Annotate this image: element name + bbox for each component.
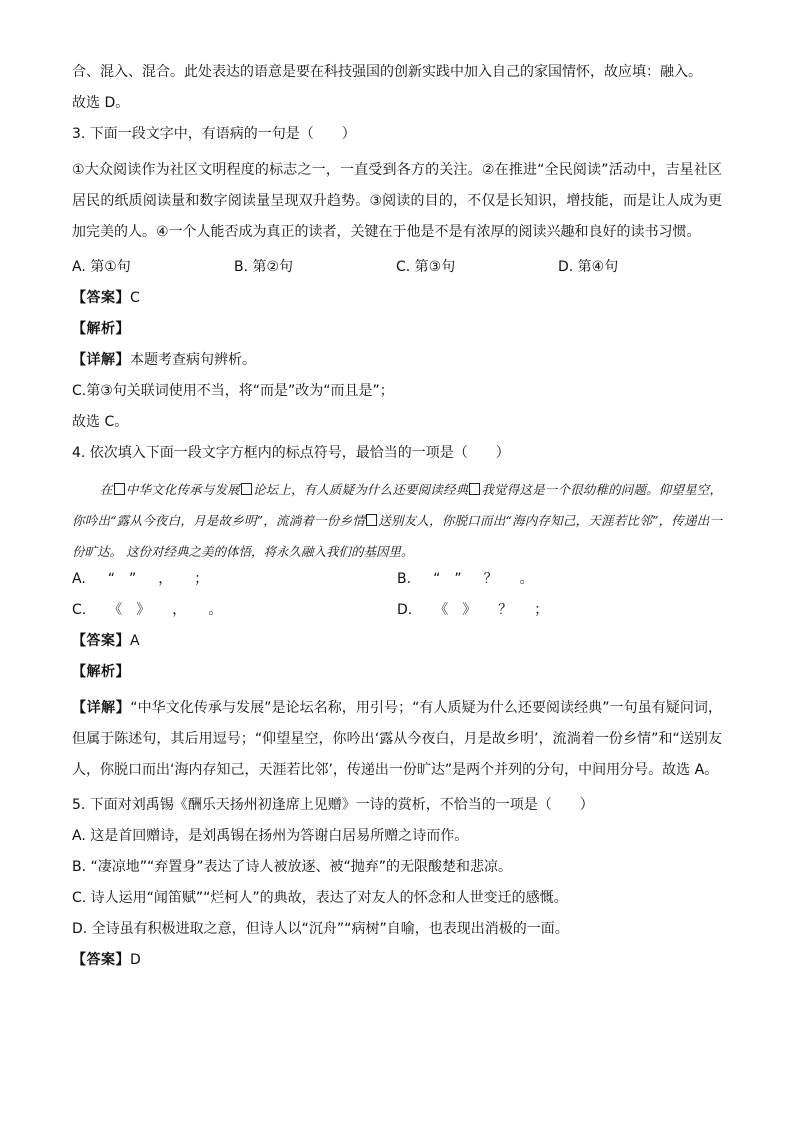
question-3-options [72,257,722,277]
analysis-line [72,319,722,339]
option-a: A. 这是首回赠诗，是刘禹锡在扬州为答谢白居易所赠之诗而作。 [72,828,469,844]
question-5-stem: 5. 下面对刘禹锡《酬乐天扬州初逢席上见赠》一诗的赏析，不恰当的一项是（ ） [72,797,594,813]
detail-tag: 【详解】 [72,700,131,716]
blank-box-1 [114,483,125,495]
answer-tag: 【答案】 [72,952,130,968]
answer-line [72,950,722,970]
conclude-line: 故选 C。 [72,414,129,430]
answer-tag: 【答案】 [72,290,130,306]
option-d: D. 全诗虽有积极进取之意，但诗人以“沉舟”“病树”自喻，也表现出消极的一面。 [72,921,569,937]
question-3-stem: 3. 下面一段文字中，有语病的一句是（ ） [72,126,356,142]
answer-value: A [130,633,140,649]
option-c: C. 第③句 [396,259,456,275]
document-page [72,62,722,981]
text-line: 合、混入、混合。此处表达的语意是要在科技强国的创新实践中加入自己的家国情怀，故应填：融入。 [72,64,702,80]
blank-box-2 [241,483,252,495]
option-b: B. “ ” ？ 。 [397,571,534,587]
analysis-tag: 【解析】 [72,664,130,680]
question-3-text: ①大众阅读作为社区文明程度的标志之一，一直受到各方的关注。②在推进“全民阅读”活动中，吉星社区居民的纸质阅读量和数字阅读量呈现双升趋势。③阅读的目的，不仅是长知识，增技能，而是让人成为更加完美的人。④一个人能否成为真正的读者，关键在于他是不是有浓厚的阅读兴趣和良好的读书习惯。 [72,162,722,240]
question-4-passage: 在 中华文化传承与发展 论坛上，有人质疑为什么还要阅读经典 我觉得这是一个很幼稚的问题。仰望星空，你吟出“露从今夜白，月是故乡明”，流淌着一份乡情 送别友人，你脱口而出“海内存知己，天涯若比邻”，传递出一份旷达。 这份对经典之美的体悟，将永久融入我们的基因里。 [72,482,722,559]
question-4-stem: 4. 依次填入下面一段文字方框内的标点符号，最恰当的一项是（ ） [72,445,510,461]
detail-text: 本题考查病句辨析。 [130,352,256,368]
blank-box-3 [469,483,480,495]
question-4-options-row-2 [72,600,722,620]
detail-line [72,350,722,370]
question-4-options-row-1 [72,569,722,589]
answer-value: D [130,952,141,968]
analysis-tag: 【解析】 [72,321,130,337]
option-b: B. “凄凉地”“弃置身”表达了诗人被放逐、被“抛弃”的无限酸楚和悲凉。 [72,859,513,875]
analysis-line [72,662,722,682]
option-c: C. 《 》 ， 。 [72,602,223,618]
option-a: A. 第①句 [72,259,131,275]
detail-paragraph [72,693,722,786]
answer-tag: 【答案】 [72,633,130,649]
option-d: D. 第④句 [558,259,619,275]
answer-line [72,631,722,651]
detail-text: “中华文化传承与发展”是论坛名称，用引号；“有人质疑为什么还要阅读经典”一句虽有疑问词，但属于陈述句，其后用逗号；“仰望星空，你吟出‘露从今夜白，月是故乡明’，流淌着一份乡情”和“送别友人，你脱口而出‘海内存知己，天涯若比邻’，传递出一份旷达”是两个并列的分句，中间用分号。故选 A。 [72,700,722,778]
fix-line: C.第③句关联词使用不当，将“而是”改为“而且是”； [72,383,394,399]
answer-value: C [130,290,140,306]
option-b: B. 第②句 [234,259,294,275]
option-a: A. “ ” ， ； [72,571,209,587]
blank-box-4 [366,514,377,526]
answer-line [72,288,722,308]
option-d: D. 《 》 ？ ； [397,602,549,618]
detail-tag: 【详解】 [72,352,130,368]
text-line: 故选 D。 [72,95,130,111]
option-c: C. 诗人运用“闻笛赋”“烂柯人”的典故，表达了对友人的怀念和人世变迁的感慨。 [72,890,568,906]
